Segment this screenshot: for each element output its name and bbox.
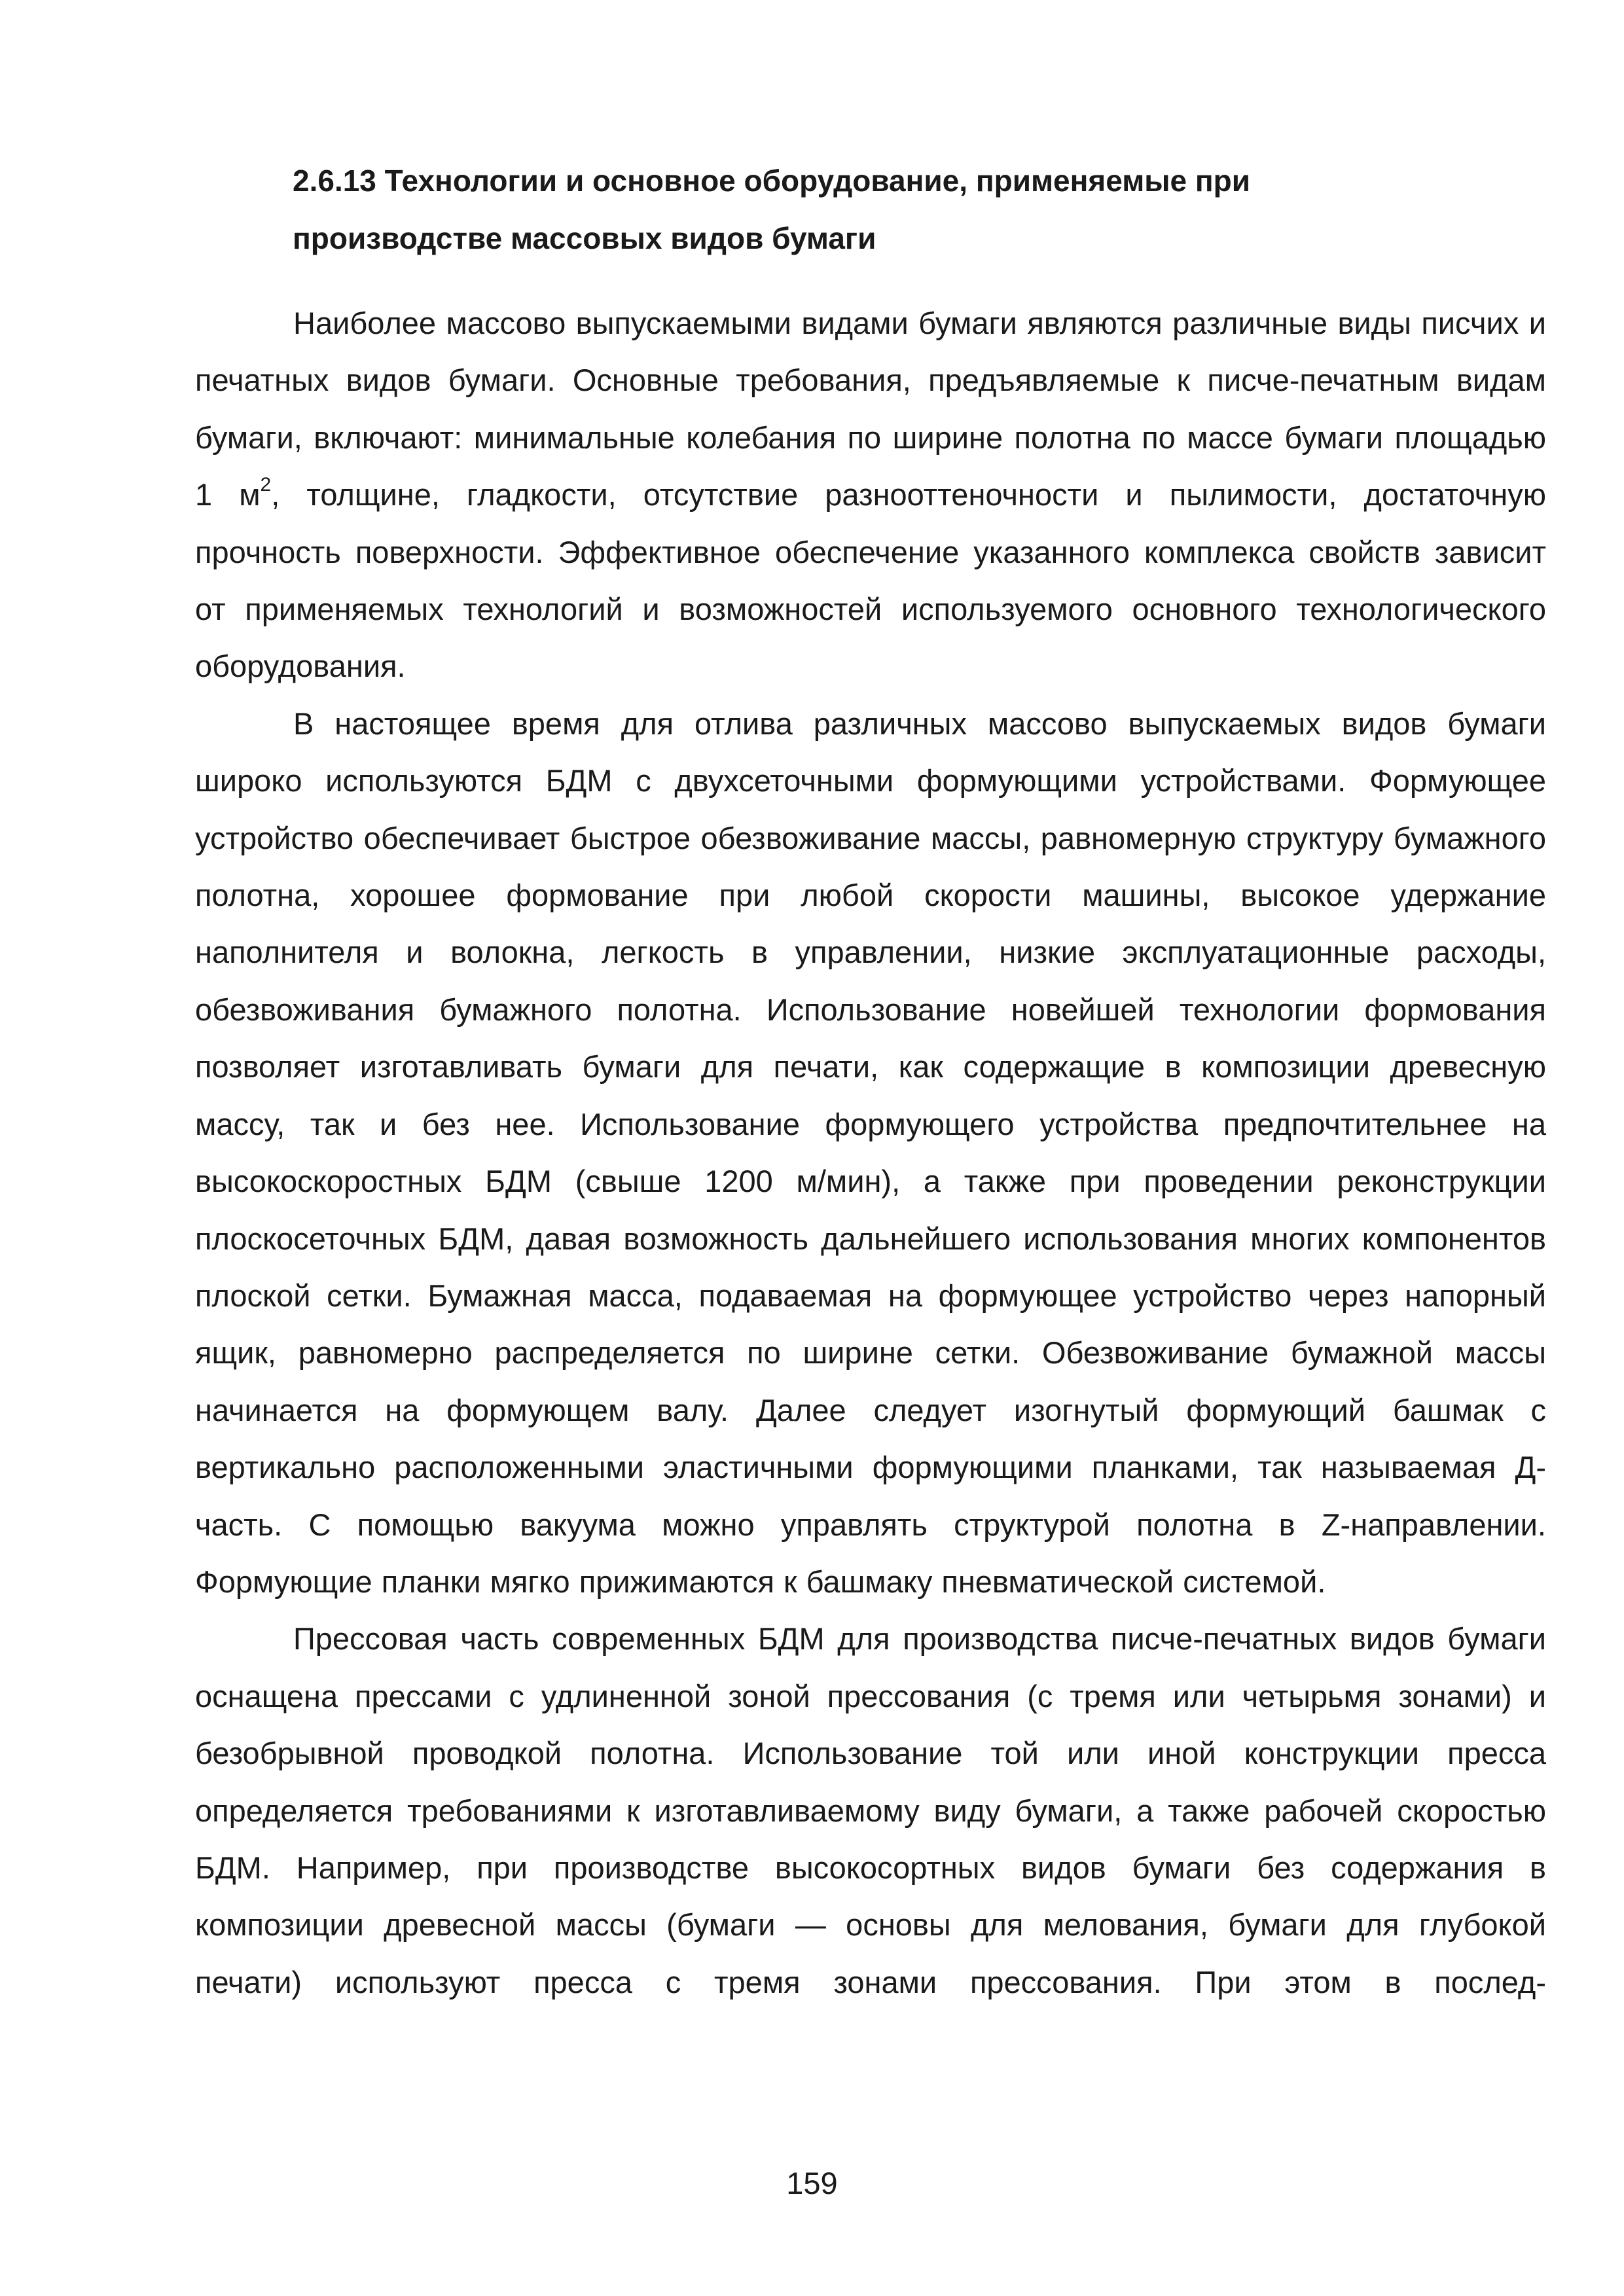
paragraph-1-text-a: Наиболее массово выпускаемыми видами бумаги являются различные виды писчих и печатных видов бумаги. Основные требования, предъявляемые к писче-печатным видам бумаги, включают: минимальные колебания по ширине полотна по массе бумаги площадью 1 м <box>195 306 1546 512</box>
body-text <box>195 295 1546 2011</box>
paragraph-2: В настоящее время для отлива различных массово выпускаемых видов бумаги широко используются БДМ с двухсеточными формующими устройствами. Формующее устройство обеспечивает быстрое обезвоживание массы, равномерную структуру бумажного полотна, хорошее формование при любой скорости машины, высокое удержание наполнителя и волокна, легкость в управлении, низкие эксплуатационные расходы, обезвоживания бумажного полотна. Использование новейшей технологии формования позволяет изготавливать бумаги для печати, как содержащие в композиции древесную массу, так и без нее. Использование формующего устройства предпочтительнее на высокоскоростных БДМ (свыше 1200 м/мин), а также при проведении реконструкции плоскосеточных БДМ, давая возможность дальнейшего использования многих компонентов плоской сетки. Бумажная масса, подаваемая на формующее устройство через напорный ящик, равномерно распределяется по ширине сетки. Обезвоживание бумажной массы начинается на формующем валу. Далее следует изогнутый формующий башмак с вертикально расположенными эластичными формующими планками, так называемая Д-часть. С помощью вакуума можно управлять структурой полотна в Z-направлении. Формующие планки мягко прижимаются к башмаку пневматической системой. <box>195 706 1546 1599</box>
superscript-square: 2 <box>260 474 272 496</box>
paragraph-1 <box>195 295 1546 695</box>
section-heading <box>293 152 1536 267</box>
paragraph-1-text-b: , толщине, гладкости, отсутствие разнооттеночности и пылимости, достаточную прочность поверхности. Эффективное обеспечение указанного комплекса свойств зависит от применяемых технологий и возможностей используемого основного технологического оборудования. <box>195 477 1546 684</box>
page-number: 159 <box>786 2166 838 2200</box>
section-heading-line-1: 2.6.13 Технологии и основное оборудование, применяемые при <box>293 164 1251 198</box>
paragraph-3: Прессовая часть современных БДМ для производства писче-печатных видов бумаги оснащена прессами с удлиненной зоной прессования (с тремя или четырьмя зонами) и безобрывной проводкой полотна. Использование той или иной конструкции пресса определяется требованиями к изготавливаемому виду бумаги, а также рабочей скоростью БДМ. Например, при производстве высокосортных видов бумаги без содержания в композиции древесной массы (бумаги — основы для мелования, бумаги для глубокой печати) используют пресса с тремя зонами прессования. При этом в послед- <box>195 1621 1546 2000</box>
section-heading-line-2: производстве массовых видов бумаги <box>293 221 876 255</box>
